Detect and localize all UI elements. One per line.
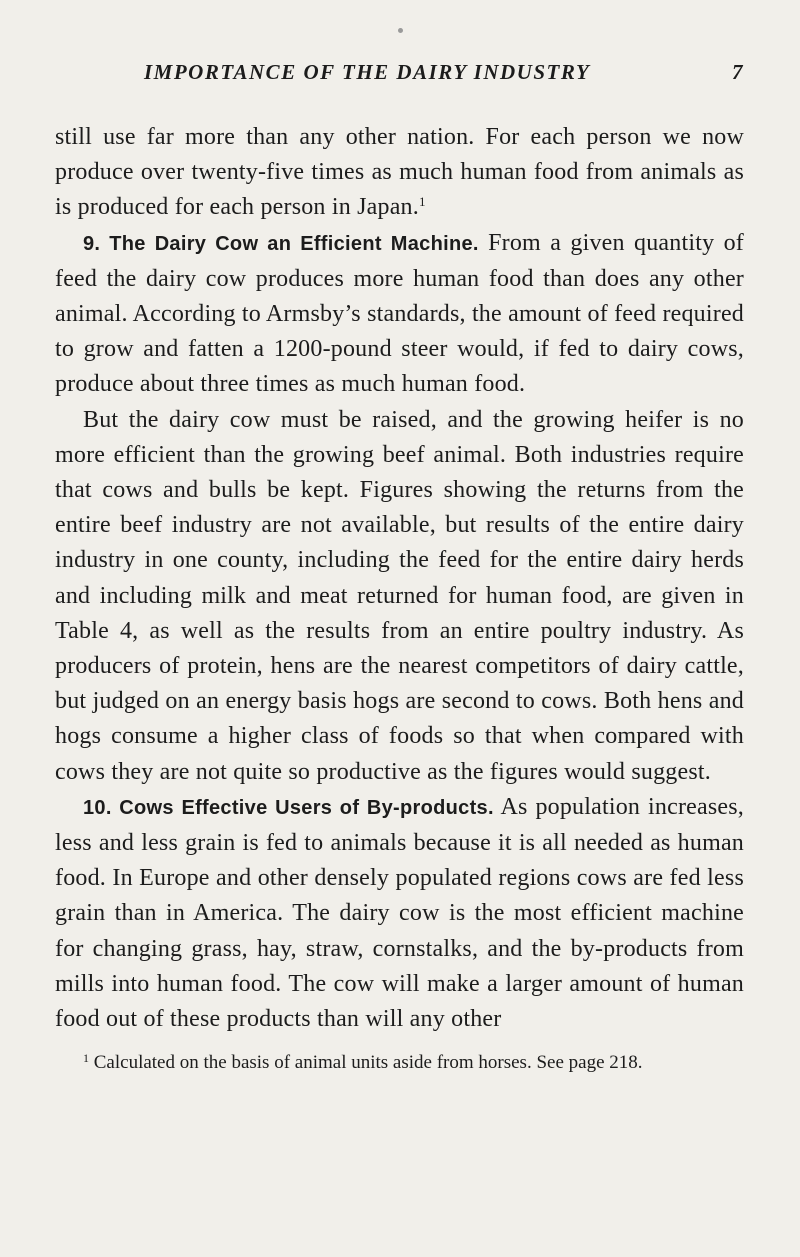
paragraph-continuation [55, 120, 744, 226]
page-number: 7 [732, 60, 744, 84]
paragraph-section-10 [55, 790, 744, 1037]
body-text [55, 120, 744, 1037]
book-page [55, 60, 744, 1075]
paragraph [55, 403, 744, 790]
section-heading: 10. Cows Effective Users of By-products. [83, 796, 494, 819]
paragraph-section-9 [55, 226, 744, 403]
footnote-text: Calculated on the basis of animal units aside from horses. See page 218. [89, 1052, 643, 1074]
paragraph-text: From a given quantity of feed the dairy cow produces more human food than does any other animal. According to Armsby’s standards, the amount of feed required to grow and fatten a 1200-pound steer would, if fed to dairy cows, produce about three times as much human food. [55, 229, 744, 398]
section-heading: 9. The Dairy Cow an Efficient Machine. [83, 232, 479, 255]
paragraph-text: still use far more than any other nation. For each person we now produce over twenty-five times as much human food from animals as is produced for each person in Japan. [55, 124, 744, 221]
running-header [55, 60, 744, 94]
footnote-text-line [55, 1051, 744, 1075]
running-title: IMPORTANCE OF THE DAIRY INDUSTRY [144, 60, 591, 84]
paragraph-text: But the dairy cow must be raised, and the growing heifer is no more efficient than the growing beef animal. Both industries require that cows and bulls be kept. Figures showing the returns from the entire beef industry are not available, but results of the entire dairy industry in one county, including the feed for the entire dairy herds and including milk and meat returned for human food, are given in Table 4, as well as the results from an entire poultry industry. As producers of protein, hens are the nearest competitors of dairy cattle, but judged on an energy basis hogs are second to cows. Both hens and hogs consume a higher class of foods so that when compared with cows they are not quite so productive as the figures would suggest. [55, 406, 744, 785]
paragraph-text: As population increases, less and less grain is fed to animals because it is all needed as human food. In Europe and other densely populated regions cows are fed less grain than in America. The dairy cow is the most efficient machine for changing grass, hay, straw, cornstalks, and the by-products from mills into human food. The cow will make a larger amount of human food out of these products than will any other [55, 793, 745, 1033]
footnote-marker: 1 [83, 1051, 89, 1066]
footnote-reference: 1 [418, 194, 426, 210]
footnote [55, 1051, 744, 1075]
print-speck [398, 28, 403, 33]
